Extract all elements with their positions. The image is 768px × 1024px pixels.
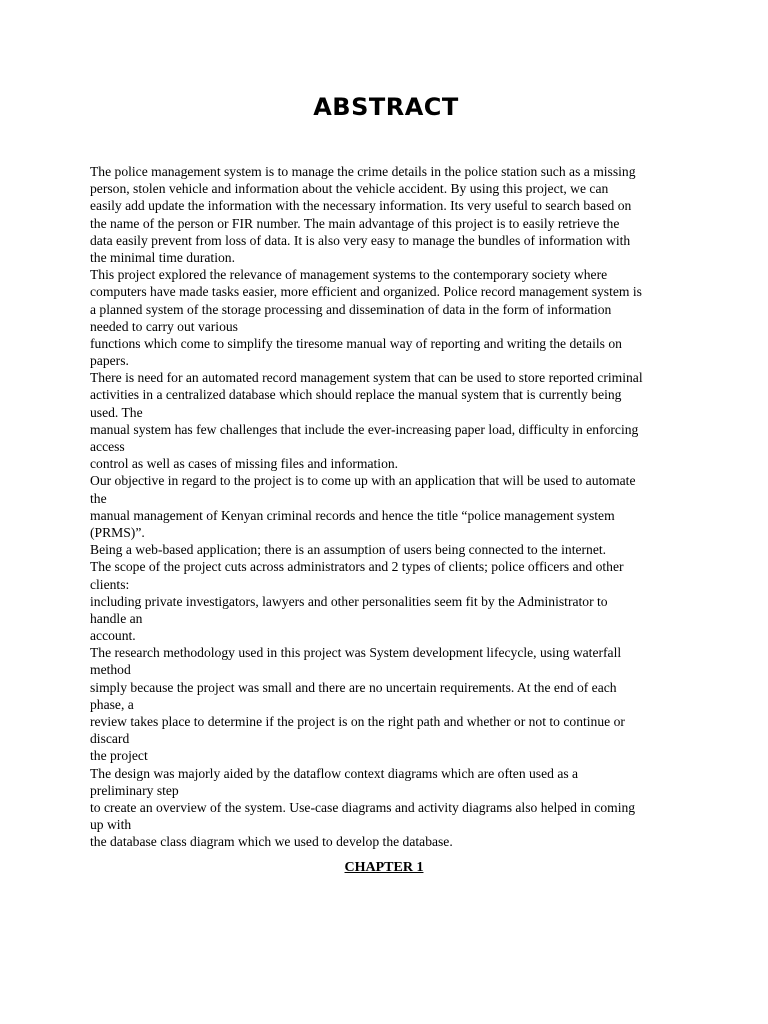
abstract-line: the name of the person or FIR number. The main advantage of this project is to easily retrieve the bbox=[90, 215, 620, 231]
abstract-line: papers. bbox=[90, 353, 129, 369]
abstract-line: needed to carry out various bbox=[90, 318, 238, 334]
abstract-line: easily add update the information with the necessary information. Its very useful to search based on bbox=[90, 198, 632, 214]
abstract-line: manual system has few challenges that include the ever-increasing paper load, difficulty in enforcing bbox=[90, 421, 639, 437]
abstract-line: data easily prevent from loss of data. It is also very easy to manage the bundles of information with bbox=[90, 232, 631, 248]
abstract-body bbox=[90, 163, 690, 851]
abstract-line: The scope of the project cuts across administrators and 2 types of clients; police officers and other bbox=[90, 559, 624, 575]
chapter-heading: CHAPTER 1 bbox=[344, 860, 424, 875]
abstract-line: Being a web-based application; there is an assumption of users being connected to the internet. bbox=[90, 542, 607, 558]
abstract-line: to create an overview of the system. Use-case diagrams and activity diagrams also helped in coming bbox=[90, 799, 636, 815]
abstract-line: The police management system is to manage the crime details in the police station such as a missing bbox=[90, 164, 636, 179]
abstract-line: method bbox=[90, 662, 131, 678]
abstract-line: (PRMS)”. bbox=[90, 524, 145, 540]
abstract-line: The design was majorly aided by the dataflow context diagrams which are often used as a bbox=[90, 765, 579, 781]
abstract-line: up with bbox=[90, 817, 132, 833]
abstract-line: activities in a centralized database which should replace the manual system that is currently being bbox=[90, 387, 622, 403]
abstract-line: clients: bbox=[90, 576, 130, 592]
abstract-line: account. bbox=[90, 628, 136, 644]
abstract-line: discard bbox=[90, 731, 130, 747]
abstract-line: the project bbox=[90, 748, 148, 764]
abstract-line: phase, a bbox=[90, 696, 134, 712]
abstract-line: used. The bbox=[90, 404, 143, 420]
abstract-line: a planned system of the storage processing and dissemination of data in the form of information bbox=[90, 301, 612, 317]
abstract-line: functions which come to simplify the tiresome manual way of reporting and writing the details on bbox=[90, 335, 622, 351]
abstract-line: including private investigators, lawyers and other personalities seem fit by the Administrator to bbox=[90, 593, 608, 609]
abstract-line: person, stolen vehicle and information about the vehicle accident. By using this project, we can bbox=[90, 181, 609, 197]
abstract-line: the database class diagram which we used to develop the database. bbox=[90, 834, 453, 850]
abstract-line: computers have made tasks easier, more efficient and organized. Police record management system is bbox=[90, 284, 642, 300]
abstract-line: access bbox=[90, 439, 125, 454]
abstract-line: control as well as cases of missing files and information. bbox=[90, 456, 399, 472]
abstract-line: the minimal time duration. bbox=[90, 249, 235, 265]
abstract-line: Our objective in regard to the project is to come up with an application that will be used to automate bbox=[90, 473, 636, 489]
abstract-title: ABSTRACT bbox=[313, 93, 459, 121]
abstract-line: review takes place to determine if the project is on the right path and whether or not to continue or bbox=[90, 714, 625, 729]
abstract-line: handle an bbox=[90, 610, 143, 626]
abstract-line: The research methodology used in this project was System development lifecycle, using waterfall bbox=[90, 645, 622, 661]
abstract-line: preliminary step bbox=[90, 782, 179, 798]
abstract-line: manual management of Kenyan criminal records and hence the title “police management system bbox=[90, 507, 615, 523]
abstract-line: This project explored the relevance of management systems to the contemporary society where bbox=[90, 267, 608, 283]
abstract-line: There is need for an automated record management system that can be used to store reported criminal bbox=[90, 370, 643, 386]
abstract-line: the bbox=[90, 490, 107, 506]
abstract-line: simply because the project was small and there are no uncertain requirements. At the end of each bbox=[90, 679, 617, 695]
